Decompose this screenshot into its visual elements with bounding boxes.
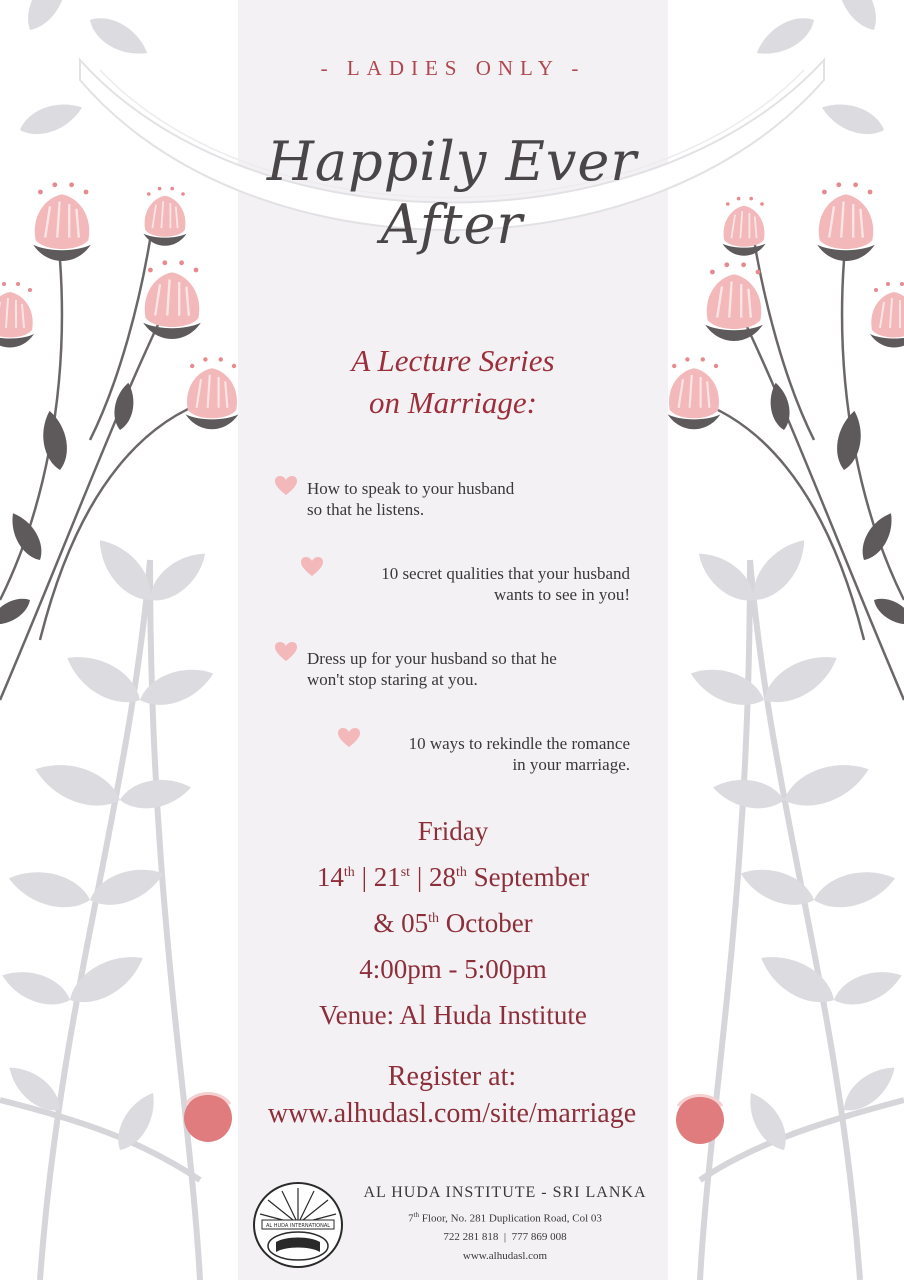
registration [200,1058,704,1132]
heading-line-1: A Lecture Series [351,343,555,378]
footer-website[interactable]: www.alhudasl.com [462,1250,548,1262]
schedule-day: Friday [417,816,489,846]
topic-item: How to speak to your husband so that he listens. [307,479,515,519]
topic-item: Dress up for your husband so that he won't stop staring at you. [307,649,557,689]
schedule-dates: 14th | 21st | 28th September [316,862,590,892]
heart-icon [275,642,297,662]
heading-line-2: on Marriage: [369,385,537,420]
svg-text:AL HUDA INTERNATIONAL: AL HUDA INTERNATIONAL [265,1223,331,1229]
register-link[interactable]: www.alhudasl.com/site/marriage [267,1098,637,1129]
schedule [238,808,668,1038]
schedule-time: 4:00pm - 5:00pm [359,954,547,984]
footer-address: 7th Floor, No. 281 Duplication Road, Col 03 [408,1211,602,1225]
heart-icon [275,476,297,496]
lecture-series-heading [238,340,668,424]
event-title: Happily Ever After [266,130,638,256]
topic-item: 10 secret qualities that your husband wants to see in you! [381,564,630,604]
footer-org-name: AL HUDA INSTITUTE - SRI LANKA [363,1184,647,1201]
ladies-only-tag: - LADIES ONLY - [320,56,586,80]
schedule-venue: Venue: Al Huda Institute [319,1000,587,1030]
register-label: Register at: [387,1061,517,1092]
schedule-october: & 05th October [373,908,533,938]
heart-icon [301,557,323,577]
topic-item: 10 ways to rekindle the romance in your marriage. [408,734,630,774]
footer-phones: 722 281 818 | 777 869 008 [443,1231,567,1243]
al-huda-logo [252,1180,344,1270]
heart-icon [338,728,360,748]
